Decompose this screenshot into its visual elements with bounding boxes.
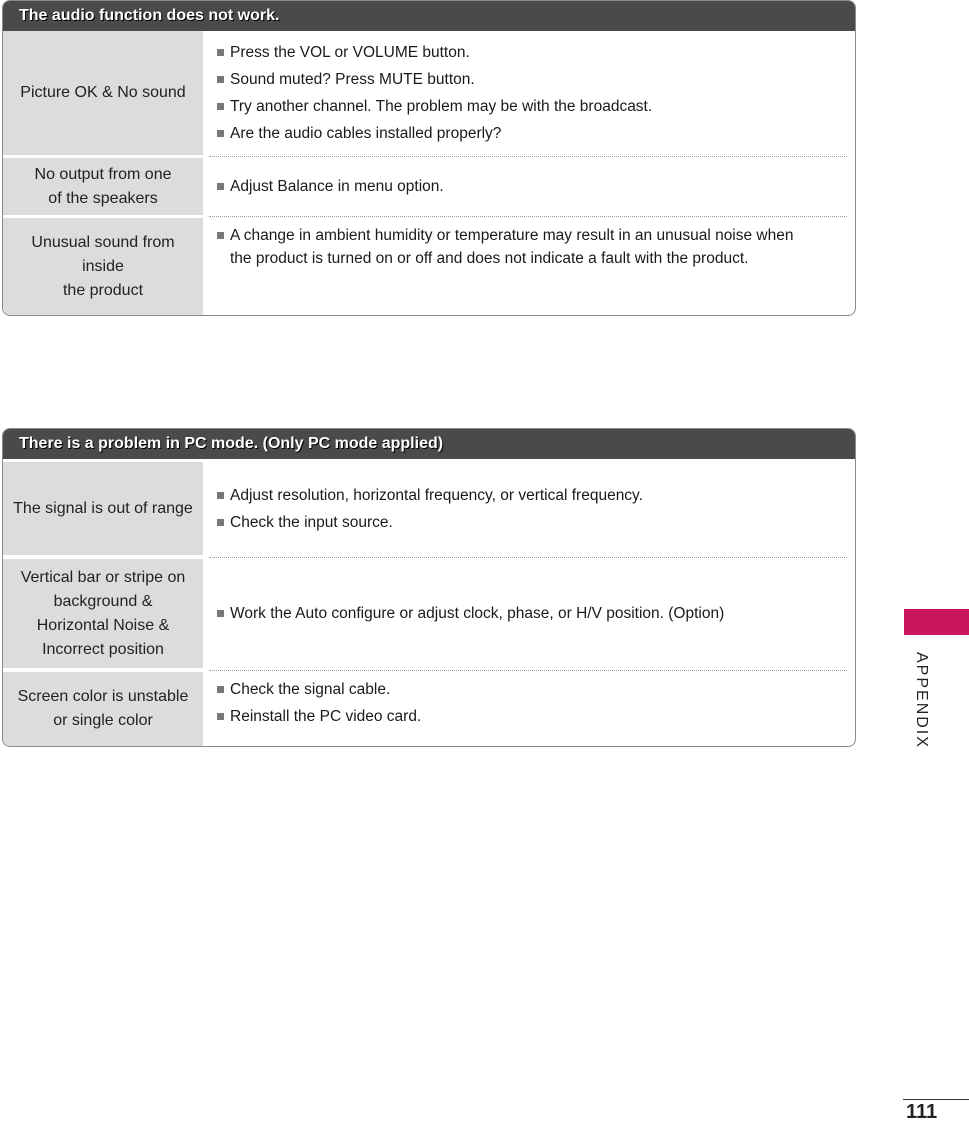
row-divider [209, 156, 847, 157]
symptom-text: Picture OK & No sound [20, 84, 186, 101]
solution-list [217, 158, 845, 215]
square-bullet-icon [217, 103, 224, 110]
table-row [3, 462, 855, 555]
square-bullet-icon [217, 183, 224, 190]
pc-section-title: There is a problem in PC mode. (Only PC mode applied) [3, 429, 855, 459]
list-item: Check the input source. [217, 511, 845, 534]
symptom-label: Screen color is unstable or single color [3, 672, 203, 746]
list-item: Press the VOL or VOLUME button. [217, 41, 845, 64]
list-item: Check the signal cable. [217, 678, 845, 701]
list-item: Are the audio cables installed properly? [217, 122, 845, 145]
solution-list [217, 462, 845, 555]
symptom-label: Vertical bar or stripe on background & Horizontal Noise & Incorrect position [3, 559, 203, 668]
symptom-label: No output from one of the speakers [3, 158, 203, 215]
table-row [3, 672, 855, 746]
square-bullet-icon [217, 713, 224, 720]
list-item: Adjust resolution, horizontal frequency, or vertical frequency. [217, 484, 845, 507]
list-item: Work the Auto configure or adjust clock, phase, or H/V position. (Option) [217, 602, 845, 625]
square-bullet-icon [217, 232, 224, 239]
symptom-label: Unusual sound from inside the product [3, 218, 203, 315]
pc-mode-troubleshooting-table [2, 428, 856, 747]
table-row [3, 218, 855, 315]
table-row [3, 31, 855, 155]
solution-list [217, 672, 845, 746]
page-number: 111 [906, 1101, 938, 1123]
row-divider [209, 216, 847, 217]
square-bullet-icon [217, 610, 224, 617]
solution-list [217, 31, 845, 155]
audio-section-title: The audio function does not work. [3, 1, 855, 31]
list-item: Try another channel. The problem may be with the broadcast. [217, 95, 845, 118]
square-bullet-icon [217, 519, 224, 526]
list-item: A change in ambient humidity or temperature may result in an unusual noise when the product is turned on or off and does not indicate a fault with the product. [217, 224, 845, 270]
list-item: Reinstall the PC video card. [217, 705, 845, 728]
row-divider [209, 670, 847, 671]
appendix-label: APPENDIX [913, 652, 930, 749]
square-bullet-icon [217, 130, 224, 137]
symptom-label [3, 31, 203, 155]
table-row [3, 559, 855, 668]
list-item: Adjust Balance in menu option. [217, 175, 845, 198]
square-bullet-icon [217, 492, 224, 499]
square-bullet-icon [217, 49, 224, 56]
square-bullet-icon [217, 76, 224, 83]
row-divider [209, 557, 847, 558]
solution-list [217, 218, 845, 315]
solution-list [217, 559, 845, 668]
appendix-tab-marker [904, 609, 969, 635]
audio-troubleshooting-table [2, 0, 856, 316]
list-item: Sound muted? Press MUTE button. [217, 68, 845, 91]
square-bullet-icon [217, 686, 224, 693]
page-number-rule [903, 1099, 969, 1100]
table-row [3, 158, 855, 215]
symptom-label: The signal is out of range [3, 462, 203, 555]
